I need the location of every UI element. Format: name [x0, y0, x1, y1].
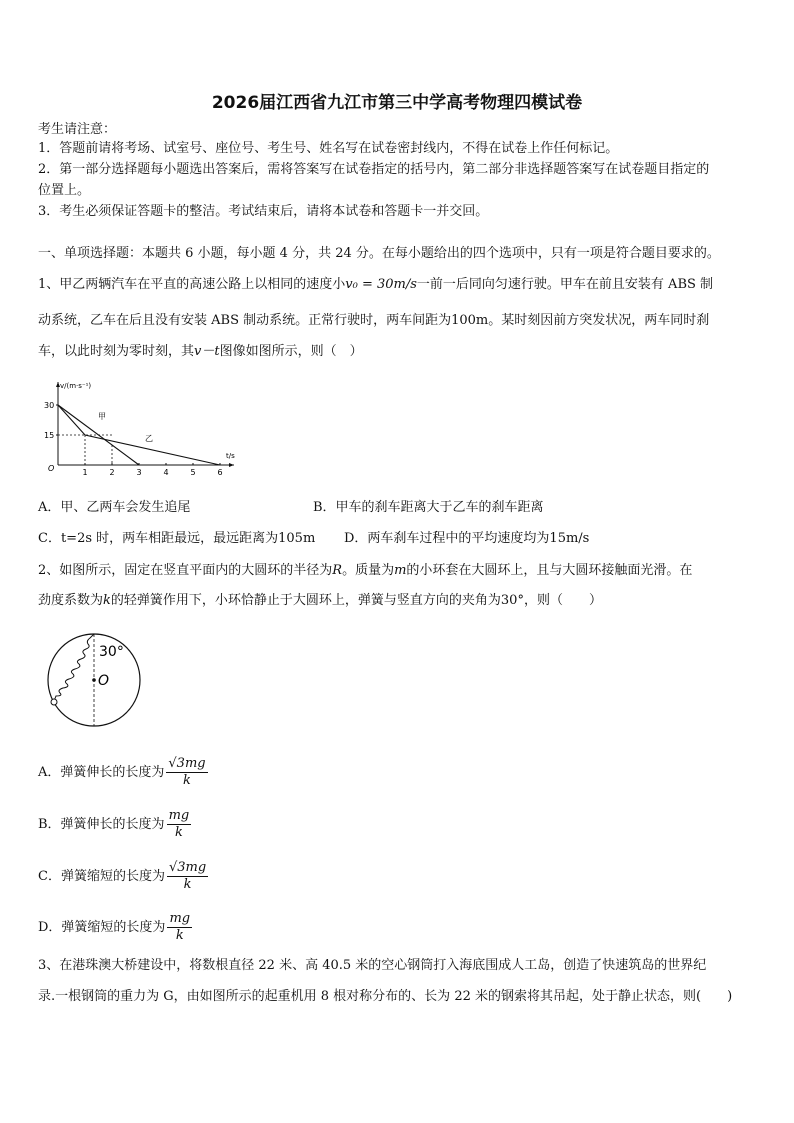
q2-option-b	[38, 808, 191, 841]
q2-option-b-text: B．弹簧伸长的长度为	[38, 817, 165, 832]
fraction-numerator: √3mg	[168, 860, 207, 875]
q1-text: 图像如图所示，则（ ）	[219, 344, 363, 359]
center-point	[92, 678, 96, 682]
fraction-numerator: mg	[168, 808, 190, 823]
graph-origin: O	[48, 464, 55, 473]
fraction-denominator: k	[183, 773, 191, 788]
small-ring	[51, 699, 57, 705]
spring	[54, 634, 94, 701]
q2-option-a-text: A．弹簧伸长的长度为	[38, 765, 165, 780]
q1-option-b: B．甲车的刹车距离大于乙车的刹车距离	[313, 500, 544, 515]
center-label: O	[98, 673, 110, 689]
graph-label-jia: 甲	[98, 412, 106, 421]
q1-v0: v₀ = 30m/s	[345, 277, 417, 292]
y-tick-label: 30	[44, 401, 55, 410]
fraction	[167, 860, 208, 893]
notice-item: 2．第一部分选择题每小题选出答案后，需将答案写在试卷指定的括号内，第二部分非选择题答案写在试卷题目指定的	[38, 162, 710, 177]
q1-option-a: A．甲、乙两车会发生追尾	[38, 500, 191, 515]
vt-graph	[38, 378, 248, 478]
fraction-denominator: k	[183, 877, 192, 892]
q1-text: 车，以此时刻为零时刻，其	[38, 344, 195, 359]
angle-label: 30°	[99, 644, 124, 660]
fraction	[167, 911, 192, 944]
notice-item: 3．考生必须保证答题卡的整洁。考试结束后，请将本试卷和答题卡一并交回。	[38, 204, 489, 219]
fraction-denominator: k	[174, 825, 183, 840]
q2-R: R	[332, 563, 343, 578]
x-tick-label: 6	[217, 468, 223, 477]
q2-text: 的轻弹簧作用下，小环恰静止于大圆环上，弹簧与竖直方向的夹角为30°，则（ ）	[110, 593, 602, 608]
ring-diagram	[40, 628, 150, 728]
x-tick-label: 3	[136, 468, 142, 477]
fraction-numerator: mg	[169, 911, 191, 926]
q2-m: m	[394, 563, 407, 578]
q2-k: k	[103, 593, 111, 608]
page-title: 2026届江西省九江市第三中学高考物理四模试卷	[211, 93, 583, 113]
q1-option-d: D．两车刹车过程中的平均速度均为15m/s	[344, 531, 590, 546]
x-tick-label: 4	[163, 468, 169, 477]
q2-option-d	[38, 911, 192, 944]
q1-line1	[38, 276, 713, 294]
x-tick-label: 2	[109, 468, 115, 477]
fraction	[166, 756, 207, 789]
q1-text: 一前一后同向匀速行驶。甲车在前且安装有 ABS 制	[416, 277, 714, 292]
notice-item: 1．答题前请将考场、试室号、座位号、考生号、姓名写在试卷密封线内，不得在试卷上作任何标记。	[38, 141, 619, 156]
q2-option-a	[38, 756, 208, 789]
q2-option-c-text: C．弹簧缩短的长度为	[38, 869, 165, 884]
q1-text: 1、甲乙两辆汽车在平直的高速公路上以相同的速度小	[38, 277, 346, 292]
q2-text: 的小环套在大圆环上，且与大圆环接触面光滑。在	[406, 563, 693, 578]
x-tick-label: 1	[82, 468, 88, 477]
graph-xlabel: t/s	[226, 452, 235, 460]
q1-line2: 动系统，乙车在后且没有安装 ABS 制动系统。正常行驶时，两车间距为100m。某时刻因前方突发状况，两车同时刹	[38, 313, 710, 328]
y-tick-label: 15	[44, 431, 55, 440]
x-tick-label: 5	[190, 468, 196, 477]
q2-option-d-text: D．弹簧缩短的长度为	[38, 920, 166, 935]
q2-text: 劲度系数为	[38, 593, 104, 608]
q2-line1	[38, 562, 692, 580]
graph-ylabel: v/(m·s⁻¹)	[60, 382, 92, 390]
q3-line2: 录.一根钢筒的重力为 G，由如图所示的起重机用 8 根对称分布的、长为 22 米的钢索将其吊起，处于静止状态，则( )	[38, 989, 733, 1004]
notice-heading: 考生请注意：	[38, 122, 117, 137]
x-axis-arrow	[229, 463, 234, 467]
q1-vt: v－t	[194, 344, 220, 359]
q2-text: 。质量为	[342, 563, 395, 578]
section-heading: 一、单项选择题：本题共 6 小题，每小题 4 分，共 24 分。在每小题给出的四个选项中，只有一项是符合题目要求的。	[38, 246, 720, 261]
q2-line2	[38, 592, 602, 610]
fraction	[167, 808, 192, 841]
q1-option-c: C．t=2s 时，两车相距最远，最远距离为105m	[38, 531, 316, 546]
fraction-denominator: k	[175, 928, 184, 943]
q2-option-c	[38, 860, 208, 893]
q2-text: 2、如图所示，固定在竖直平面内的大圆环的半径为	[38, 563, 333, 578]
graph-label-yi: 乙	[145, 434, 153, 443]
q3-line1: 3、在港珠澳大桥建设中，将数根直径 22 米、高 40.5 米的空心钢筒打入海底围成人工岛，创造了快速筑岛的世界纪	[38, 958, 707, 973]
fraction-numerator: √3mg	[168, 756, 206, 771]
q1-line3	[38, 343, 363, 361]
notice-item: 位置上。	[38, 183, 91, 198]
